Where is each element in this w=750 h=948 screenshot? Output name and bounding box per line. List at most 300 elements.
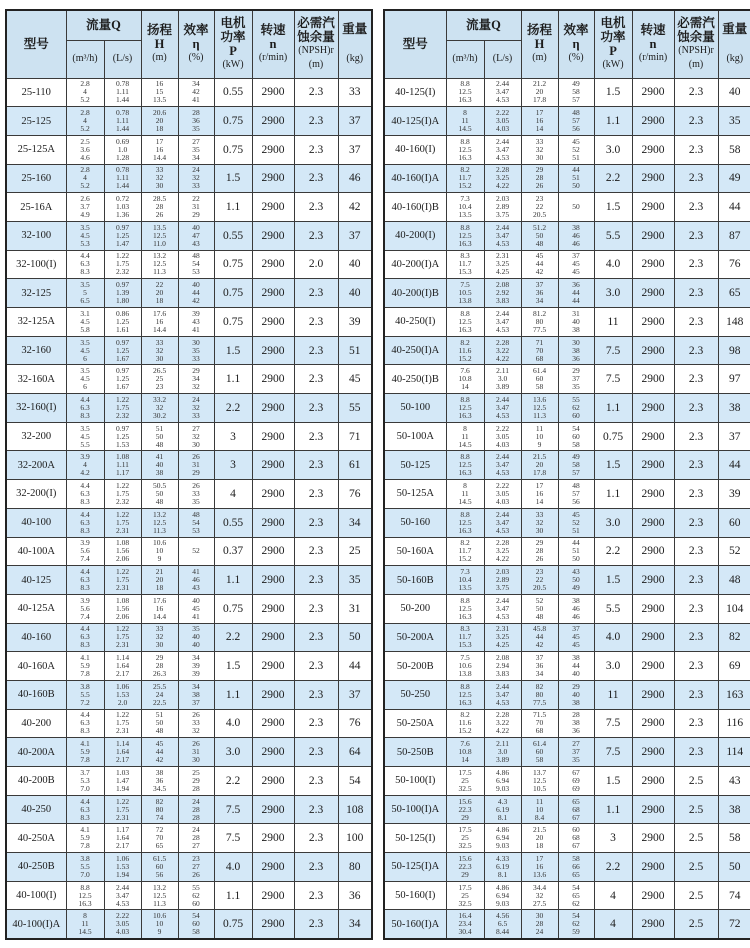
npsh-cell: 2.3 — [294, 336, 338, 365]
speed-cell: 2900 — [632, 881, 674, 910]
model-cell: 40-160(I) — [384, 135, 446, 164]
model-cell: 50-160(I)A — [384, 910, 446, 939]
head-cell: 33 32 30 — [521, 508, 558, 537]
table-row — [6, 910, 372, 939]
eff-cell: 44 51 50 — [558, 537, 594, 566]
eff-cell: 52 — [178, 537, 214, 566]
model-cell: 40-250 — [6, 795, 66, 824]
head-cell: 82 80 77.5 — [521, 680, 558, 709]
table-row — [384, 738, 750, 767]
power-cell: 0.75 — [214, 135, 252, 164]
flow-m3h-cell: 3.8 5.5 7.0 — [66, 853, 104, 882]
eff-cell: 43 50 49 — [558, 566, 594, 595]
eff-cell: 27 37 35 — [558, 738, 594, 767]
flow-m3h-cell: 8.8 12.5 16.3 — [446, 594, 484, 623]
head-cell: 17 16 14.4 — [141, 135, 178, 164]
flow-m3h-cell: 8.8 12.5 16.3 — [446, 394, 484, 423]
flow-m3h-cell: 3.9 5.6 7.4 — [66, 537, 104, 566]
table-header — [6, 10, 372, 78]
speed-cell: 2900 — [632, 365, 674, 394]
eff-cell: 54 65 62 — [558, 881, 594, 910]
npsh-cell: 2.3 — [674, 652, 718, 681]
npsh-cell: 2.3 — [674, 508, 718, 537]
eff-cell: 35 40 40 — [178, 623, 214, 652]
eff-cell: 24 28 28 — [178, 795, 214, 824]
npsh-cell: 2.3 — [674, 164, 718, 193]
eff-cell: 40 44 42 — [178, 279, 214, 308]
power-cell: 4 — [594, 910, 632, 939]
npsh-cell: 2.3 — [674, 78, 718, 107]
flow-m3h-cell: 2.8 4 5.2 — [66, 164, 104, 193]
model-cell: 50-125(I)A — [384, 853, 446, 882]
npsh-cell: 2.5 — [674, 853, 718, 882]
model-cell: 40-100 — [6, 508, 66, 537]
weight-cell: 80 — [338, 853, 372, 882]
power-cell: 1.1 — [594, 107, 632, 136]
eff-cell: 29 40 38 — [558, 680, 594, 709]
speed-cell: 2900 — [252, 738, 294, 767]
eff-cell: 67 69 69 — [558, 767, 594, 796]
npsh-cell: 2.3 — [674, 336, 718, 365]
weight-cell: 38 — [718, 394, 750, 423]
head-cell: 11 10 9 — [521, 422, 558, 451]
table-row — [384, 422, 750, 451]
power-cell: 7.5 — [594, 365, 632, 394]
weight-cell: 98 — [718, 336, 750, 365]
npsh-cell: 2.3 — [294, 767, 338, 796]
flow-m3h-cell: 8.8 12.5 16.3 — [446, 508, 484, 537]
weight-cell: 42 — [338, 193, 372, 222]
speed-cell: 2900 — [252, 910, 294, 939]
model-cell: 32-160(I) — [6, 394, 66, 423]
eff-cell: 65 68 67 — [558, 795, 594, 824]
flow-ls-cell: 1.14 1.64 2.17 — [104, 738, 141, 767]
eff-cell: 48 57 56 — [558, 480, 594, 509]
head-cell: 38 36 34.5 — [141, 767, 178, 796]
table-row — [6, 738, 372, 767]
weight-cell: 87 — [718, 221, 750, 250]
flow-ls-cell: 2.03 2.89 3.75 — [484, 566, 521, 595]
table-row — [6, 164, 372, 193]
eff-cell: 24 32 33 — [178, 394, 214, 423]
flow-ls-cell: 4.56 6.5 8.44 — [484, 910, 521, 939]
flow-ls-cell: 2.11 3.0 3.89 — [484, 738, 521, 767]
power-cell: 0.75 — [214, 250, 252, 279]
flow-m3h-cell: 8.8 12.5 16.3 — [446, 680, 484, 709]
flow-ls-cell: 0.78 1.11 1.44 — [104, 78, 141, 107]
flow-ls-cell: 2.44 3.47 4.53 — [484, 78, 521, 107]
weight-cell: 50 — [718, 853, 750, 882]
speed-cell: 2900 — [632, 164, 674, 193]
speed-cell: 2900 — [632, 910, 674, 939]
head-cell: 29 28 26.3 — [141, 652, 178, 681]
weight-cell: 44 — [718, 193, 750, 222]
head-cell: 10.6 10 9 — [141, 910, 178, 939]
table-row — [6, 480, 372, 509]
flow-m3h-cell: 4.1 5.9 7.8 — [66, 738, 104, 767]
flow-ls-cell: 2.22 3.05 4.03 — [484, 422, 521, 451]
flow-ls-cell: 4.86 6.94 9.03 — [484, 881, 521, 910]
head-cell: 71 70 68 — [521, 336, 558, 365]
power-cell: 1.1 — [214, 365, 252, 394]
speed-cell: 2900 — [632, 824, 674, 853]
power-cell: 1.1 — [214, 881, 252, 910]
power-cell: 4.0 — [214, 853, 252, 882]
weight-cell: 37 — [338, 107, 372, 136]
table-row — [384, 107, 750, 136]
flow-m3h-cell: 8.8 12.5 16.3 — [446, 135, 484, 164]
flow-m3h-cell: 7.5 10.5 13.8 — [446, 279, 484, 308]
eff-cell: 26 33 35 — [178, 480, 214, 509]
flow-m3h-cell: 4.1 5.9 7.8 — [66, 652, 104, 681]
power-cell: 3.0 — [214, 738, 252, 767]
npsh-cell: 2.5 — [674, 795, 718, 824]
table-row — [384, 480, 750, 509]
power-cell: 2.2 — [594, 537, 632, 566]
flow-m3h-cell: 8.3 11.7 15.3 — [446, 623, 484, 652]
speed-cell: 2900 — [632, 394, 674, 423]
flow-ls-cell: 1.08 1.56 2.06 — [104, 537, 141, 566]
flow-m3h-cell: 3.5 4.5 5.5 — [66, 422, 104, 451]
head-cell: 33 32 30 — [521, 135, 558, 164]
table-row — [384, 910, 750, 939]
flow-ls-cell: 4.33 6.19 8.1 — [484, 853, 521, 882]
model-cell: 50-250A — [384, 709, 446, 738]
speed-cell: 2900 — [252, 508, 294, 537]
head-cell: 52 50 48 — [521, 594, 558, 623]
table-row — [6, 508, 372, 537]
flow-m3h-cell: 8.2 11.6 15.2 — [446, 709, 484, 738]
table-row — [384, 135, 750, 164]
eff-cell: 25 29 28 — [178, 767, 214, 796]
flow-m3h-cell: 17.5 25 32.5 — [446, 767, 484, 796]
speed-cell: 2900 — [632, 336, 674, 365]
npsh-cell: 2.3 — [294, 394, 338, 423]
model-cell: 25-125A — [6, 135, 66, 164]
weight-cell: 116 — [718, 709, 750, 738]
power-cell: 1.5 — [214, 164, 252, 193]
npsh-cell: 2.3 — [294, 308, 338, 337]
head-cell: 26.5 25 23 — [141, 365, 178, 394]
flow-m3h-cell: 15.6 22.3 29 — [446, 795, 484, 824]
eff-cell: 54 62 59 — [558, 910, 594, 939]
flow-ls-cell: 4.3 6.19 8.1 — [484, 795, 521, 824]
weight-cell: 35 — [338, 566, 372, 595]
flow-m3h-cell: 3.9 4 4.2 — [66, 451, 104, 480]
table-row — [384, 394, 750, 423]
power-cell: 1.5 — [594, 193, 632, 222]
flow-m3h-cell: 8 11 14.5 — [446, 107, 484, 136]
table-row — [6, 795, 372, 824]
flow-ls-cell: 2.44 3.47 4.53 — [484, 135, 521, 164]
head-cell: 72 70 65 — [141, 824, 178, 853]
weight-cell: 76 — [338, 709, 372, 738]
eff-cell: 23 27 26 — [178, 853, 214, 882]
model-cell: 40-160(I)A — [384, 164, 446, 193]
flow-ls-cell: 0.78 1.11 1.44 — [104, 107, 141, 136]
npsh-cell: 2.3 — [674, 537, 718, 566]
flow-m3h-cell: 7.5 10.6 13.8 — [446, 652, 484, 681]
weight-cell: 34 — [338, 910, 372, 939]
eff-cell: 29 37 35 — [558, 365, 594, 394]
flow-m3h-cell: 7.3 10.4 13.5 — [446, 566, 484, 595]
table-row — [384, 78, 750, 107]
flow-ls-cell: 2.28 3.22 4.22 — [484, 336, 521, 365]
speed-cell: 2900 — [632, 250, 674, 279]
speed-cell: 2900 — [252, 623, 294, 652]
speed-cell: 2900 — [252, 480, 294, 509]
col-npsh-header: 必需汽 蚀余量 (NPSH)r (m) — [294, 10, 338, 78]
table-row — [384, 508, 750, 537]
model-cell: 50-200 — [384, 594, 446, 623]
speed-cell: 2900 — [632, 652, 674, 681]
eff-cell: 44 51 50 — [558, 164, 594, 193]
flow-ls-cell: 1.22 1.75 2.32 — [104, 250, 141, 279]
eff-cell: 54 60 58 — [178, 910, 214, 939]
eff-cell: 48 57 56 — [558, 107, 594, 136]
power-cell: 0.75 — [214, 910, 252, 939]
npsh-cell: 2.3 — [674, 566, 718, 595]
npsh-cell: 2.3 — [294, 107, 338, 136]
weight-cell: 37 — [718, 422, 750, 451]
power-cell: 0.75 — [214, 308, 252, 337]
eff-cell: 30 35 33 — [178, 336, 214, 365]
head-cell: 13.2 12.5 11.3 — [141, 250, 178, 279]
eff-cell: 26 33 32 — [178, 709, 214, 738]
npsh-cell: 2.5 — [674, 824, 718, 853]
npsh-cell: 2.3 — [674, 193, 718, 222]
npsh-cell: 2.3 — [294, 594, 338, 623]
head-cell: 13.7 12.5 10.5 — [521, 767, 558, 796]
eff-cell: 31 40 38 — [558, 308, 594, 337]
power-cell: 2.2 — [214, 623, 252, 652]
weight-cell: 148 — [718, 308, 750, 337]
flow-ls-cell: 2.22 3.05 4.03 — [484, 107, 521, 136]
npsh-cell: 2.5 — [674, 881, 718, 910]
eff-cell: 38 46 46 — [558, 594, 594, 623]
eff-cell: 28 38 36 — [558, 709, 594, 738]
model-cell: 40-200(I)A — [384, 250, 446, 279]
power-cell: 7.5 — [594, 709, 632, 738]
speed-cell: 2900 — [632, 767, 674, 796]
flow-m3h-cell: 3.5 4.5 5.3 — [66, 221, 104, 250]
table-row — [384, 308, 750, 337]
speed-cell: 2900 — [632, 508, 674, 537]
weight-cell: 58 — [718, 824, 750, 853]
npsh-cell: 2.3 — [674, 738, 718, 767]
speed-cell: 2900 — [252, 221, 294, 250]
flow-ls-cell: 1.22 1.75 2.31 — [104, 709, 141, 738]
table-row — [6, 250, 372, 279]
power-cell: 3.0 — [594, 279, 632, 308]
weight-cell: 43 — [718, 767, 750, 796]
model-cell: 40-200(I) — [384, 221, 446, 250]
eff-cell: 34 42 41 — [178, 78, 214, 107]
flow-m3h-cell: 4.4 6.3 8.3 — [66, 709, 104, 738]
col-eff-header: 效率 η (%) — [178, 10, 214, 78]
power-cell: 3 — [214, 422, 252, 451]
table-row — [384, 594, 750, 623]
eff-cell: 29 34 32 — [178, 365, 214, 394]
eff-cell: 58 66 65 — [558, 853, 594, 882]
head-cell: 13.6 12.5 11.3 — [521, 394, 558, 423]
speed-cell: 2900 — [252, 451, 294, 480]
power-cell: 1.1 — [214, 680, 252, 709]
eff-cell: 49 58 57 — [558, 78, 594, 107]
head-cell: 28.5 28 26 — [141, 193, 178, 222]
power-cell: 0.75 — [214, 279, 252, 308]
power-cell: 3.0 — [594, 652, 632, 681]
npsh-cell: 2.3 — [294, 221, 338, 250]
eff-cell: 37 45 45 — [558, 250, 594, 279]
flow-ls-cell: 2.28 3.25 4.22 — [484, 164, 521, 193]
head-cell: 17.6 16 14.4 — [141, 594, 178, 623]
power-cell: 0.55 — [214, 508, 252, 537]
model-cell: 40-200B — [6, 767, 66, 796]
power-cell: 0.55 — [214, 78, 252, 107]
speed-cell: 2900 — [632, 566, 674, 595]
head-cell: 21.5 20 18 — [521, 824, 558, 853]
power-cell: 0.75 — [214, 107, 252, 136]
weight-cell: 51 — [338, 336, 372, 365]
col-npsh-header: 必需汽 蚀余量 (NPSH)r (m) — [674, 10, 718, 78]
col-power-header: 电机 功率 P (kW) — [214, 10, 252, 78]
model-cell: 50-250 — [384, 680, 446, 709]
speed-cell: 2900 — [632, 594, 674, 623]
power-cell: 1.5 — [214, 652, 252, 681]
weight-cell: 104 — [718, 594, 750, 623]
flow-m3h-cell: 3.8 5.5 7.2 — [66, 680, 104, 709]
power-cell: 0.37 — [214, 537, 252, 566]
flow-m3h-cell: 3.9 5.6 7.4 — [66, 594, 104, 623]
npsh-cell: 2.3 — [674, 480, 718, 509]
eff-cell: 26 31 30 — [178, 738, 214, 767]
power-cell: 1.5 — [594, 78, 632, 107]
power-cell: 1.5 — [594, 767, 632, 796]
table-row — [6, 365, 372, 394]
npsh-cell: 2.3 — [294, 566, 338, 595]
flow-m3h-cell: 4.4 6.3 8.3 — [66, 508, 104, 537]
power-cell: 1.5 — [594, 566, 632, 595]
speed-cell: 2900 — [632, 279, 674, 308]
model-cell: 40-250(I)A — [384, 336, 446, 365]
weight-cell: 49 — [718, 164, 750, 193]
flow-ls-cell: 1.06 1.53 1.94 — [104, 853, 141, 882]
flow-m3h-cell: 4.4 6.3 8.3 — [66, 250, 104, 279]
flow-m3h-cell: 7.3 10.4 13.5 — [446, 193, 484, 222]
table-row — [6, 594, 372, 623]
npsh-cell: 2.3 — [674, 107, 718, 136]
npsh-cell: 2.3 — [294, 881, 338, 910]
table-header — [384, 10, 750, 78]
flow-m3h-cell: 7.6 10.8 14 — [446, 738, 484, 767]
model-cell: 40-250A — [6, 824, 66, 853]
model-cell: 40-100(I)A — [6, 910, 66, 939]
speed-cell: 2900 — [252, 767, 294, 796]
model-cell: 40-160 — [6, 623, 66, 652]
model-cell: 40-100(I) — [6, 881, 66, 910]
model-cell: 32-125 — [6, 279, 66, 308]
model-cell: 50-160 — [384, 508, 446, 537]
table-row — [384, 336, 750, 365]
power-cell: 1.1 — [214, 193, 252, 222]
npsh-cell: 2.3 — [674, 680, 718, 709]
table-row — [384, 623, 750, 652]
head-cell: 81.2 80 77.5 — [521, 308, 558, 337]
eff-cell: 48 54 53 — [178, 250, 214, 279]
npsh-cell: 2.5 — [674, 910, 718, 939]
weight-cell: 69 — [718, 652, 750, 681]
npsh-cell: 2.3 — [294, 365, 338, 394]
head-cell: 34.4 32 27.5 — [521, 881, 558, 910]
power-cell: 5.5 — [594, 221, 632, 250]
npsh-cell: 2.3 — [674, 623, 718, 652]
speed-cell: 2900 — [252, 537, 294, 566]
model-cell: 32-200A — [6, 451, 66, 480]
table-row — [6, 709, 372, 738]
npsh-cell: 2.3 — [294, 422, 338, 451]
speed-cell: 2900 — [632, 537, 674, 566]
col-speed-header: 转速 n (r/min) — [632, 10, 674, 78]
speed-cell: 2900 — [632, 107, 674, 136]
flow-ls-cell: 1.14 1.64 2.17 — [104, 652, 141, 681]
flow-ls-cell: 0.97 1.25 1.53 — [104, 422, 141, 451]
table-row — [6, 824, 372, 853]
table-row — [384, 709, 750, 738]
flow-m3h-cell: 4.1 5.9 7.8 — [66, 824, 104, 853]
power-cell: 0.75 — [594, 422, 632, 451]
eff-cell: 30 38 36 — [558, 336, 594, 365]
weight-cell: 114 — [718, 738, 750, 767]
weight-cell: 76 — [718, 250, 750, 279]
flow-ls-cell: 2.03 2.89 3.75 — [484, 193, 521, 222]
eff-cell: 36 44 44 — [558, 279, 594, 308]
table-row — [384, 795, 750, 824]
flow-ls-cell: 0.69 1.0 1.28 — [104, 135, 141, 164]
eff-cell: 49 58 57 — [558, 451, 594, 480]
eff-cell: 60 68 67 — [558, 824, 594, 853]
eff-cell: 54 60 58 — [558, 422, 594, 451]
eff-cell: 24 28 27 — [178, 824, 214, 853]
eff-cell: 34 38 37 — [178, 680, 214, 709]
col-eff-header: 效率 η (%) — [558, 10, 594, 78]
table-row — [384, 451, 750, 480]
flow-ls-cell: 0.97 1.39 1.80 — [104, 279, 141, 308]
speed-cell: 2900 — [252, 394, 294, 423]
model-cell: 40-125(I)A — [384, 107, 446, 136]
weight-cell: 48 — [718, 566, 750, 595]
speed-cell: 2900 — [252, 824, 294, 853]
npsh-cell: 2.3 — [294, 680, 338, 709]
speed-cell: 2900 — [632, 451, 674, 480]
flow-m3h-cell: 4.4 6.3 8.3 — [66, 623, 104, 652]
head-cell: 29 28 26 — [521, 537, 558, 566]
eff-cell: 37 45 45 — [558, 623, 594, 652]
weight-cell: 50 — [338, 623, 372, 652]
weight-cell: 37 — [338, 221, 372, 250]
npsh-cell: 2.3 — [294, 135, 338, 164]
table-row — [384, 279, 750, 308]
speed-cell: 2900 — [632, 680, 674, 709]
head-cell: 17.6 16 14.4 — [141, 308, 178, 337]
flow-ls-cell: 4.86 6.94 9.03 — [484, 767, 521, 796]
flow-ls-cell: 1.08 1.56 2.06 — [104, 594, 141, 623]
model-cell: 50-100(I) — [384, 767, 446, 796]
speed-cell: 2900 — [632, 795, 674, 824]
npsh-cell: 2.3 — [294, 508, 338, 537]
head-cell: 33 32 30 — [141, 623, 178, 652]
power-cell: 3 — [594, 824, 632, 853]
